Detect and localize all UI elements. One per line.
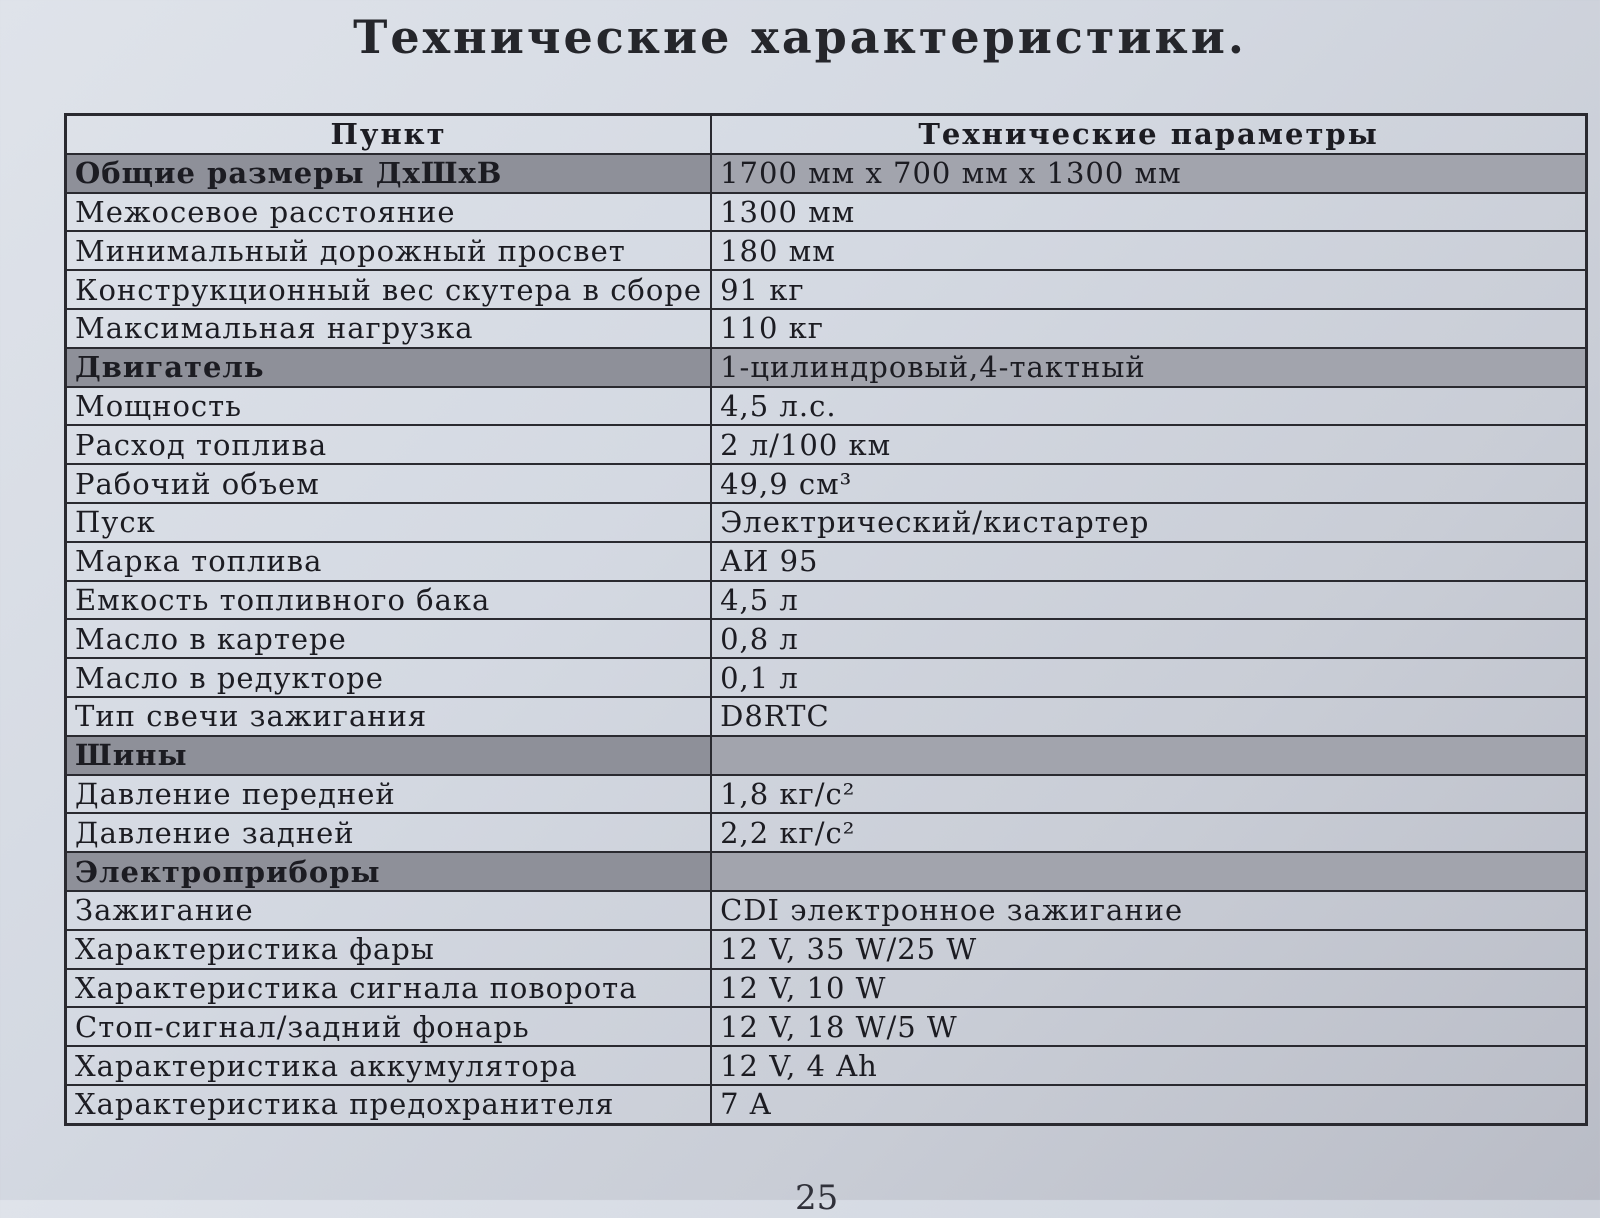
item-value: 12 V, 10 W [711,969,1586,1008]
item-value: 4,5 л [711,581,1586,620]
section-label: Шины [66,736,712,775]
item-label: Характеристика фары [66,930,712,969]
item-label: Максимальная нагрузка [66,309,712,348]
item-label: Межосевое расстояние [66,193,712,232]
item-label: Пуск [66,503,712,542]
table-header-row [66,115,1587,154]
item-label: Характеристика предохранителя [66,1085,712,1124]
section-row [66,348,1587,387]
item-label: Рабочий объем [66,464,712,503]
item-label: Давление передней [66,775,712,814]
spec-table-body [66,154,1587,1124]
table-row [66,387,1587,426]
table-row [66,425,1587,464]
table-row [66,503,1587,542]
table-row [66,193,1587,232]
item-value: 180 мм [711,231,1586,270]
table-row [66,1046,1587,1085]
item-label: Масло в картере [66,619,712,658]
item-value: 12 V, 4 Ah [711,1046,1586,1085]
table-row [66,891,1587,930]
item-label: Давление задней [66,813,712,852]
table-row [66,619,1587,658]
item-value [711,852,1586,891]
item-label: Мощность [66,387,712,426]
item-value [711,736,1586,775]
item-label: Конструкционный вес скутера в сборе [66,270,712,309]
item-value: Электрический/кистартер [711,503,1586,542]
section-row [66,736,1587,775]
item-value: 0,1 л [711,658,1586,697]
table-row [66,464,1587,503]
item-label: Расход топлива [66,425,712,464]
table-row [66,231,1587,270]
item-label: Емкость топливного бака [66,581,712,620]
table-row [66,697,1587,736]
item-value: 2 л/100 км [711,425,1586,464]
item-value: 7 A [711,1085,1586,1124]
item-value: 110 кг [711,309,1586,348]
section-row [66,852,1587,891]
item-value: 1-цилиндровый,4-тактный [711,348,1586,387]
section-row [66,154,1587,193]
table-row [66,542,1587,581]
item-label: Зажигание [66,891,712,930]
item-label: Минимальный дорожный просвет [66,231,712,270]
page-number: 25 [795,1178,839,1218]
table-row [66,813,1587,852]
column-header-value: Технические параметры [711,115,1586,154]
item-value: 1700 мм х 700 мм х 1300 мм [711,154,1586,193]
item-label: Тип свечи зажигания [66,697,712,736]
section-label: Электроприборы [66,852,712,891]
item-value: 91 кг [711,270,1586,309]
item-value: 12 V, 35 W/25 W [711,930,1586,969]
item-value: 49,9 см³ [711,464,1586,503]
section-label: Общие размеры ДхШхВ [66,154,712,193]
table-row [66,775,1587,814]
section-label: Двигатель [66,348,712,387]
table-row [66,930,1587,969]
item-label: Характеристика сигнала поворота [66,969,712,1008]
item-value: АИ 95 [711,542,1586,581]
page-title: Технические характеристики. [353,10,1247,64]
item-label: Стоп-сигнал/задний фонарь [66,1007,712,1046]
table-row [66,658,1587,697]
item-label: Марка топлива [66,542,712,581]
table-row [66,581,1587,620]
item-value: 4,5 л.с. [711,387,1586,426]
item-value: D8RTC [711,697,1586,736]
spec-table [64,113,1588,1126]
item-value: 0,8 л [711,619,1586,658]
item-value: 1,8 кг/с² [711,775,1586,814]
item-value: 2,2 кг/с² [711,813,1586,852]
item-value: CDI электронное зажигание [711,891,1586,930]
column-header-item: Пункт [66,115,712,154]
table-row [66,969,1587,1008]
item-label: Масло в редукторе [66,658,712,697]
table-row [66,1085,1587,1124]
table-row [66,309,1587,348]
table-row [66,1007,1587,1046]
item-value: 12 V, 18 W/5 W [711,1007,1586,1046]
table-row [66,270,1587,309]
item-label: Характеристика аккумулятора [66,1046,712,1085]
item-value: 1300 мм [711,193,1586,232]
